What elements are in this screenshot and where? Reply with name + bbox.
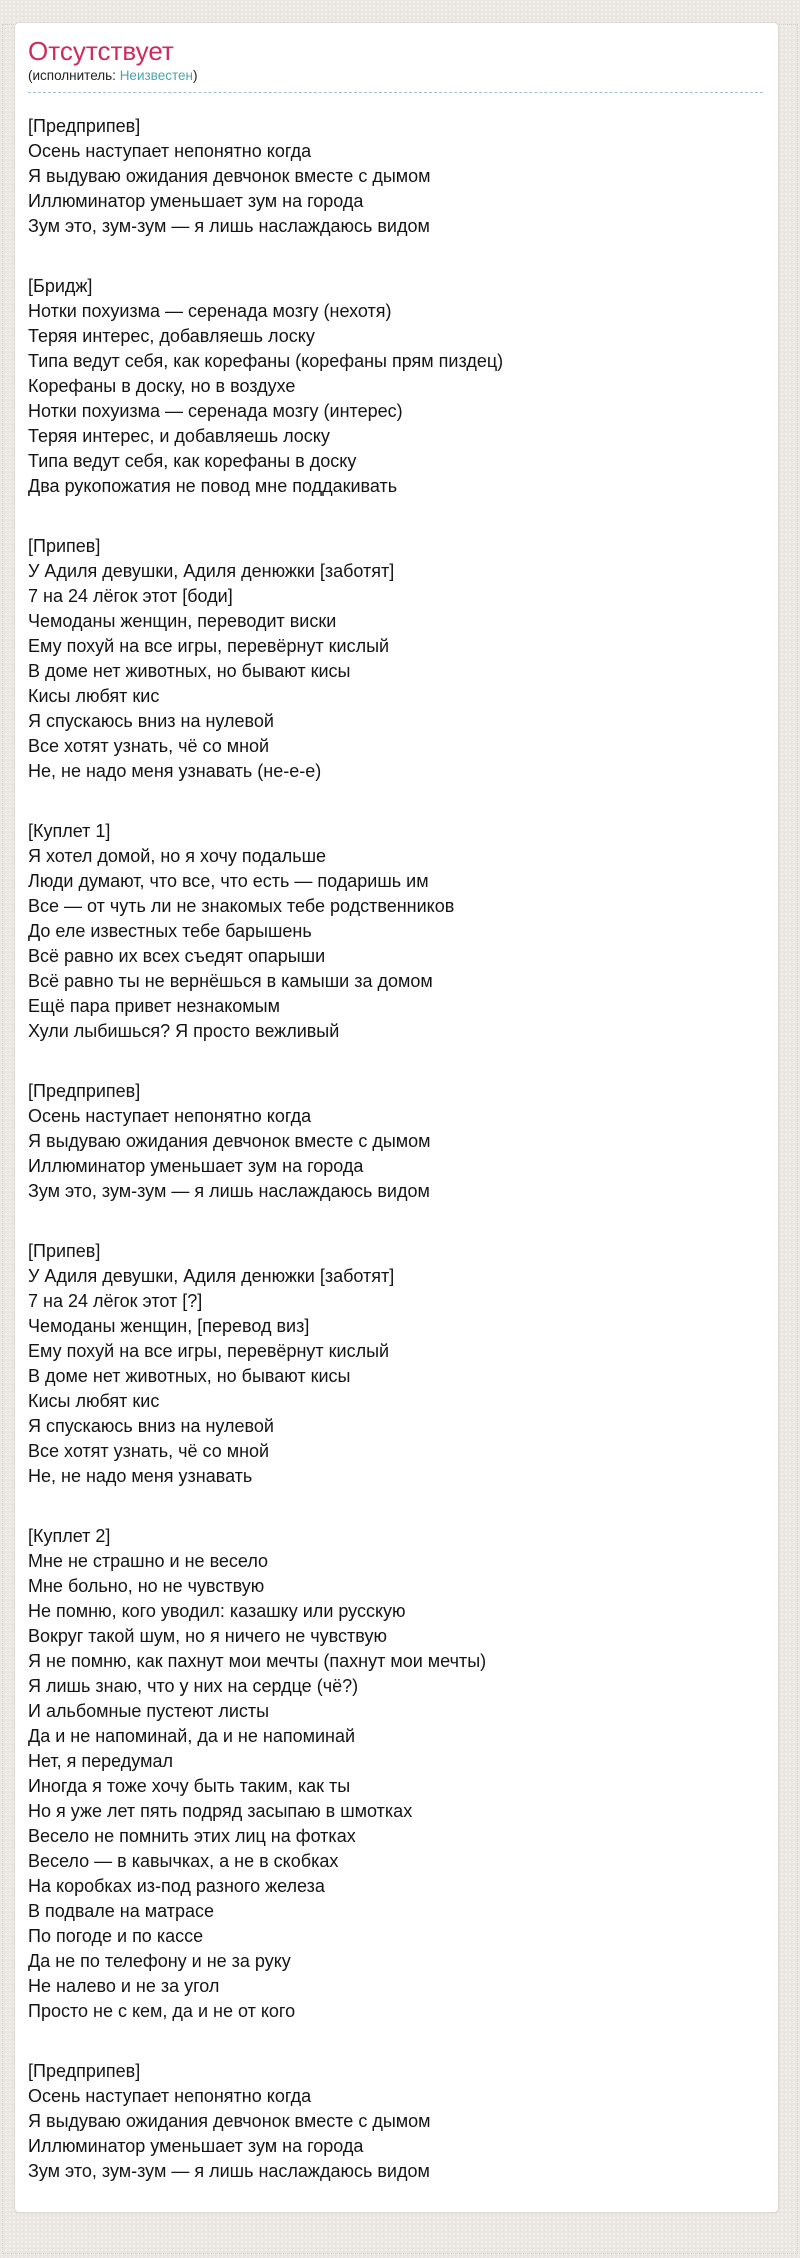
lyric-line: Не, не надо меня узнавать — [28, 1466, 253, 1486]
lyric-line: Всё равно их всех съедят опарыши — [28, 946, 326, 966]
lyric-line: Я спускаюсь вниз на нулевой — [28, 1416, 274, 1436]
lyric-line: Теряя интерес, и добавляешь лоску — [28, 426, 330, 446]
lyric-line: Весело не помнить этих лиц на фотках — [28, 1826, 356, 1846]
artist-link[interactable]: Неизвестен — [119, 68, 193, 83]
lyric-line: Осень наступает непонятно когда — [28, 141, 312, 161]
lyric-line: Ещё пара привет незнакомым — [28, 996, 280, 1016]
lyric-line: В доме нет животных, но бывают кисы — [28, 661, 351, 681]
lyric-line: Ему похуй на все игры, перевёрнут кислый — [28, 636, 390, 656]
lyric-line: Все хотят узнать, чё со мной — [28, 736, 270, 756]
lyric-line: Я выдуваю ожидания девчонок вместе с дымом — [28, 2111, 431, 2131]
lyric-line: Нотки похуизма — серенада мозгу (нехотя) — [28, 301, 392, 321]
lyric-line: Иллюминатор уменьшает зум на города — [28, 2136, 364, 2156]
stanza-header: [Предприпев] — [28, 116, 141, 136]
lyric-line: Корефаны в доску, но в воздухе — [28, 376, 296, 396]
lyric-line: Зум это, зум-зум — я лишь наслаждаюсь видом — [28, 1181, 430, 1201]
lyric-line: Всё равно ты не вернёшься в камыши за домом — [28, 971, 433, 991]
lyric-line: Нотки похуизма — серенада мозгу (интерес) — [28, 401, 403, 421]
stanza — [28, 2059, 763, 2184]
lyric-line: Все хотят узнать, чё со мной — [28, 1441, 270, 1461]
lyric-line: Чемоданы женщин, [перевод виз] — [28, 1316, 310, 1336]
lyric-line: Иногда я тоже хочу быть таким, как ты — [28, 1776, 351, 1796]
lyric-line: По погоде и по кассе — [28, 1926, 204, 1946]
song-header — [28, 37, 763, 93]
lyric-line: Я спускаюсь вниз на нулевой — [28, 711, 274, 731]
stanza — [28, 114, 763, 239]
lyric-line: Весело — в кавычках, а не в скобках — [28, 1851, 339, 1871]
stanza-header: [Припев] — [28, 536, 101, 556]
stanza-header: [Куплет 2] — [28, 1526, 111, 1546]
lyric-line: Не налево и не за угол — [28, 1976, 220, 1996]
lyric-line: 7 на 24 лёгок этот [боди] — [28, 586, 233, 606]
lyric-line: Я лишь знаю, что у них на сердце (чё?) — [28, 1676, 359, 1696]
artist-label: (исполнитель: — [28, 68, 120, 83]
lyric-line: На коробках из-под разного железа — [28, 1876, 325, 1896]
stanza-header: [Предприпев] — [28, 1081, 141, 1101]
lyrics-text — [28, 114, 763, 2184]
lyric-line: Просто не с кем, да и не от кого — [28, 2001, 296, 2021]
lyric-line: Два рукопожатия не повод мне поддакивать — [28, 476, 398, 496]
stanza — [28, 534, 763, 784]
stanza — [28, 1079, 763, 1204]
lyric-line: Хули лыбишься? Я просто вежливый — [28, 1021, 340, 1041]
lyric-line: Но я уже лет пять подряд засыпаю в шмотках — [28, 1801, 413, 1821]
lyric-line: Ему похуй на все игры, перевёрнут кислый — [28, 1341, 390, 1361]
lyric-line: В подвале на матрасе — [28, 1901, 214, 1921]
lyric-line: И альбомные пустеют листы — [28, 1701, 270, 1721]
lyric-line: У Адиля девушки, Адиля денюжки [заботят] — [28, 561, 395, 581]
lyric-line: Да и не напоминай, да и не напоминай — [28, 1726, 356, 1746]
lyric-line: Теряя интерес, добавляешь лоску — [28, 326, 315, 346]
lyric-line: Я хотел домой, но я хочу подальше — [28, 846, 327, 866]
lyric-line: Типа ведут себя, как корефаны в доску — [28, 451, 357, 471]
lyric-line: Зум это, зум-зум — я лишь наслаждаюсь видом — [28, 216, 430, 236]
lyric-line: В доме нет животных, но бывают кисы — [28, 1366, 351, 1386]
artist-line — [28, 68, 763, 84]
stanza-header: [Предприпев] — [28, 2061, 141, 2081]
stanza — [28, 274, 763, 499]
lyric-line: 7 на 24 лёгок этот [?] — [28, 1291, 203, 1311]
lyric-line: Все — от чуть ли не знакомых тебе родственников — [28, 896, 455, 916]
lyric-line: Не, не надо меня узнавать (не-е-е) — [28, 761, 322, 781]
stanza-header: [Припев] — [28, 1241, 101, 1261]
lyric-line: Кисы любят кис — [28, 1391, 160, 1411]
lyric-line: Я выдуваю ожидания девчонок вместе с дымом — [28, 166, 431, 186]
lyric-line: Осень наступает непонятно когда — [28, 1106, 312, 1126]
lyric-line: Типа ведут себя, как корефаны (корефаны прям пиздец) — [28, 351, 504, 371]
lyric-line: Мне больно, но не чувствую — [28, 1576, 265, 1596]
stanza-header: [Куплет 1] — [28, 821, 111, 841]
lyric-line: Иллюминатор уменьшает зум на города — [28, 191, 364, 211]
stanza-header: [Бридж] — [28, 276, 93, 296]
lyric-line: Не помню, кого уводил: казашку или русскую — [28, 1601, 406, 1621]
lyric-line: Да не по телефону и не за руку — [28, 1951, 291, 1971]
song-title: Отсутствует — [28, 36, 174, 66]
lyric-line: Чемоданы женщин, переводит виски — [28, 611, 337, 631]
stanza — [28, 1239, 763, 1489]
lyric-line: Я выдуваю ожидания девчонок вместе с дымом — [28, 1131, 431, 1151]
stanza — [28, 1524, 763, 2024]
lyrics-card — [14, 22, 779, 2213]
lyric-line: Люди думают, что все, что есть — подаришь им — [28, 871, 429, 891]
artist-suffix: ) — [192, 68, 198, 83]
lyric-line: До еле известных тебе барышень — [28, 921, 312, 941]
lyric-line: Осень наступает непонятно когда — [28, 2086, 312, 2106]
stanza — [28, 819, 763, 1044]
lyric-line: У Адиля девушки, Адиля денюжки [заботят] — [28, 1266, 395, 1286]
lyric-line: Я не помню, как пахнут мои мечты (пахнут мои мечты) — [28, 1651, 487, 1671]
lyric-line: Кисы любят кис — [28, 686, 160, 706]
lyric-line: Вокруг такой шум, но я ничего не чувствую — [28, 1626, 387, 1646]
lyric-line: Зум это, зум-зум — я лишь наслаждаюсь видом — [28, 2161, 430, 2181]
lyric-line: Мне не страшно и не весело — [28, 1551, 269, 1571]
lyric-line: Иллюминатор уменьшает зум на города — [28, 1156, 364, 1176]
lyric-line: Нет, я передумал — [28, 1751, 173, 1771]
